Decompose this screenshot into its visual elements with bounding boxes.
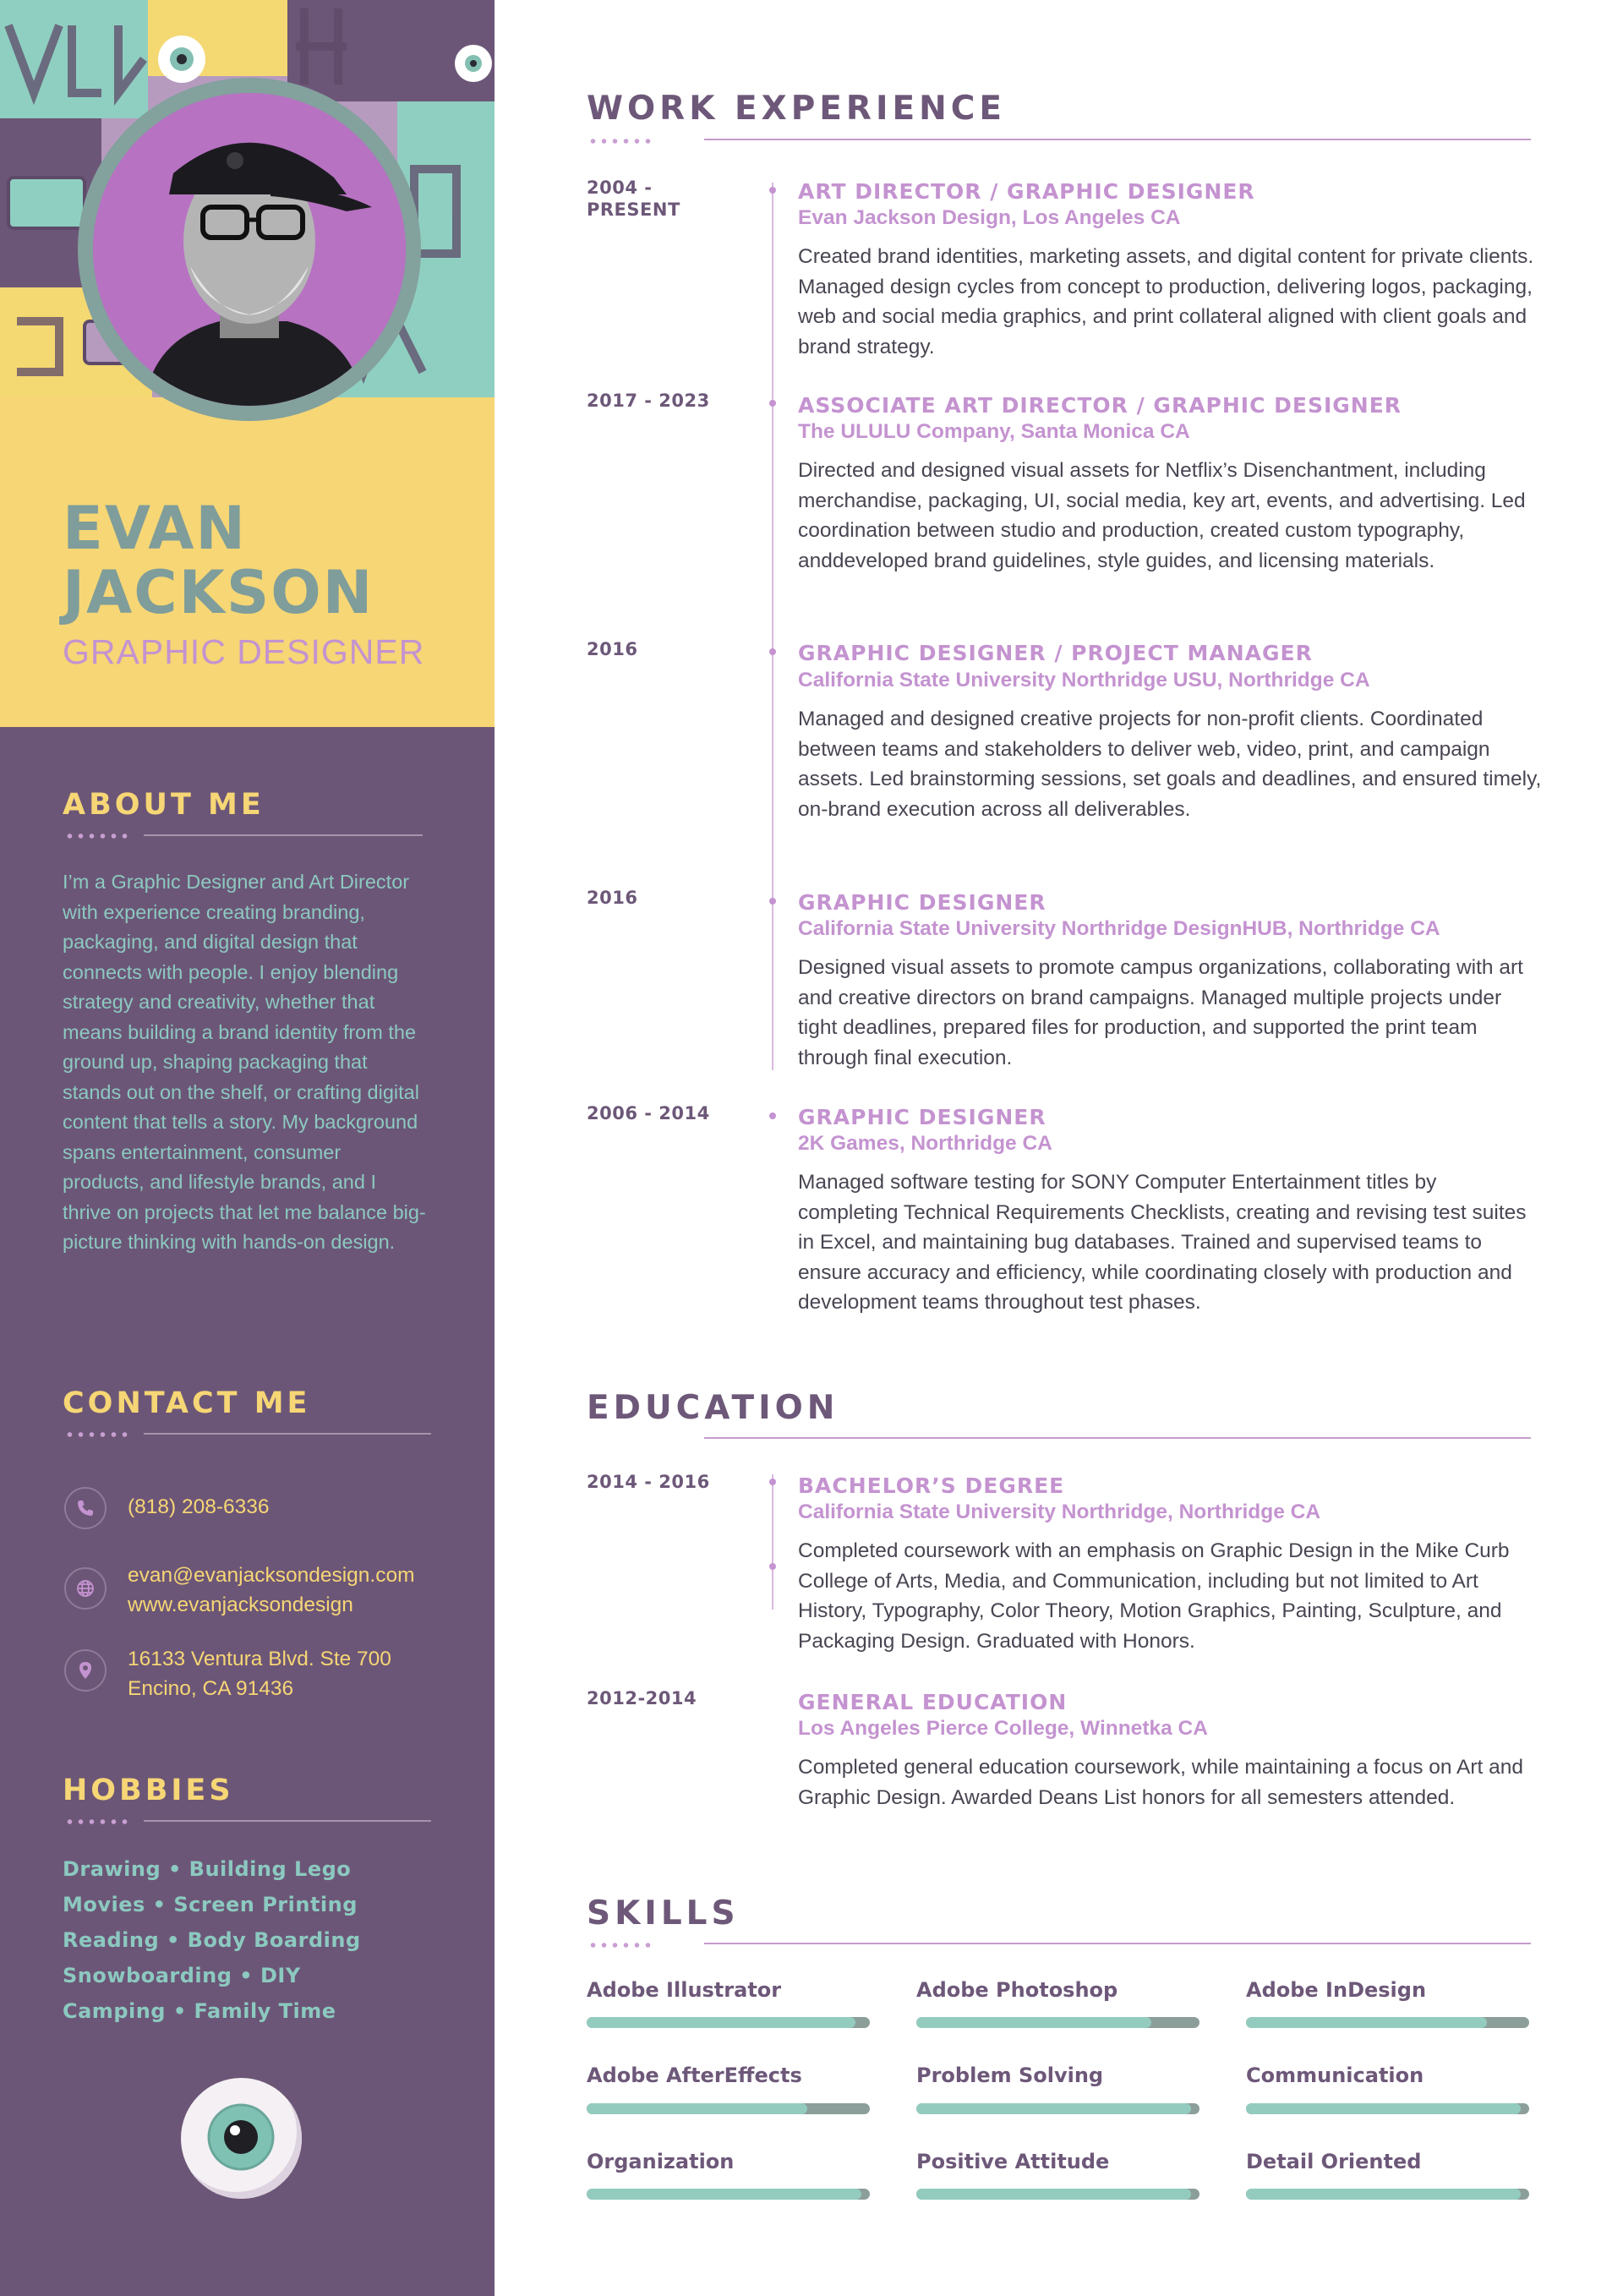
skills-heading: SKILLS: [587, 1894, 740, 1932]
education-rule: [704, 1437, 1531, 1439]
about-heading: ABOUT ME: [63, 788, 265, 822]
about-text: I’m a Graphic Designer and Art Director with experience creating branding, packaging, and digital design that connects with people. I enjoy blending strategy and creativity, whether that means building a brand identity from the ground up, shaping packaging that stands out on the shelf, or crafting digital content that tells a story. My background spans entertainment, consumer products, and lifestyle brands, and I thrive on projects that let me balance big-picture thinking with hands-on design.: [63, 871, 426, 1253]
job-organization: California State University Northridge USU, Northridge CA: [798, 669, 1370, 692]
education-date: 2012-2014: [587, 1688, 697, 1708]
job-date: 2016: [587, 639, 638, 659]
phone-number[interactable]: (818) 208-6336: [128, 1495, 270, 1518]
skill-bar-fill: [1246, 2103, 1521, 2114]
job-description: Managed software testing for SONY Computer Entertainment titles by completing Technical Requirements Checklists, creating and revising test suites in Excel, and maintaining bug databases. Trained and supervised teams to ensure accuracy and efficiency, while coordinating closely with production and development teams throughout test phases.: [798, 1171, 1527, 1314]
timeline-dot: [769, 648, 776, 655]
skill-bar-fill: [587, 2103, 807, 2114]
skill-bar-fill: [916, 2189, 1191, 2200]
job-date: 2017 - 2023: [587, 391, 710, 411]
skill-bar: [587, 2103, 870, 2114]
skill-bar-fill: [587, 2017, 855, 2028]
about-dots: [64, 834, 132, 839]
skill-label: Organization: [587, 2150, 735, 2173]
location-pin-icon: [64, 1649, 107, 1692]
skill-label: Positive Attitude: [916, 2150, 1110, 2173]
eyeball-logo: [181, 2078, 302, 2199]
job-title: GRAPHIC DESIGNER / PROJECT MANAGER: [798, 641, 1313, 665]
skill-bar: [1246, 2103, 1529, 2114]
job-description: Designed visual assets to promote campus organizations, collaborating with art and creative directors on brand campaigns. Managed multiple projects under tight deadlines, prepared files for production, and supported the print team through final execution.: [798, 956, 1523, 1069]
address-line-2: Encino, CA 91436: [128, 1677, 294, 1700]
contact-dots: [64, 1432, 132, 1437]
skill-bar-fill: [916, 2103, 1191, 2114]
job-organization: Evan Jackson Design, Los Angeles CA: [798, 206, 1181, 229]
hobby-line: Reading • Body Boarding: [63, 1928, 361, 1952]
education-title: GENERAL EDUCATION: [798, 1690, 1068, 1714]
work-rule: [704, 139, 1531, 140]
job-organization: 2K Games, Northridge CA: [798, 1132, 1052, 1155]
skill-bar-fill: [587, 2189, 861, 2200]
job-date: 2006 - 2014: [587, 1103, 710, 1123]
education-heading: EDUCATION: [587, 1389, 839, 1427]
skill-bar: [587, 2189, 870, 2200]
profile-photo: [93, 93, 406, 406]
hobbies-rule: [144, 1820, 431, 1822]
contact-rule: [144, 1433, 431, 1435]
skill-label: Adobe Illustrator: [587, 1978, 782, 2002]
job-description: Directed and designed visual assets for Netflix’s Disenchantment, including merchandise, packaging, UI, social media, key art, events, and advertising. Led coordination between studio and production, created custom typography, anddeveloped brand guidelines, style guides, and licensing materials.: [798, 459, 1526, 572]
skill-bar-fill: [916, 2017, 1151, 2028]
work-dots: [587, 139, 655, 144]
hobby-line: Movies • Screen Printing: [63, 1893, 358, 1916]
address-line-1: 16133 Ventura Blvd. Ste 700: [128, 1648, 391, 1670]
job-date-end: PRESENT: [587, 200, 680, 220]
job-role: GRAPHIC DESIGNER: [63, 632, 425, 671]
skill-label: Adobe AfterEffects: [587, 2064, 802, 2087]
job-title: ART DIRECTOR / GRAPHIC DESIGNER: [798, 179, 1255, 204]
timeline-dot: [769, 187, 776, 194]
job-description: Managed and designed creative projects for non-profit clients. Coordinated between teams and stakeholders to deliver web, video, print, and campaign assets. Led brainstorming sessions, set goals and deadlines, and ensured timely, on-brand execution across all deliverables.: [798, 708, 1542, 821]
first-name: EVAN: [63, 494, 247, 563]
skill-label: Adobe InDesign: [1246, 1978, 1427, 2002]
hobbies-heading: HOBBIES: [63, 1774, 234, 1807]
skill-label: Problem Solving: [916, 2064, 1104, 2087]
skill-bar: [916, 2189, 1199, 2200]
skill-bar: [1246, 2189, 1529, 2200]
skill-bar: [1246, 2017, 1529, 2028]
work-timeline: [772, 183, 773, 1070]
job-organization: The ULULU Company, Santa Monica CA: [798, 420, 1190, 443]
job-title: GRAPHIC DESIGNER: [798, 890, 1046, 915]
job-organization: California State University Northridge DesignHUB, Northridge CA: [798, 917, 1440, 940]
education-description: Completed coursework with an emphasis on Graphic Design in the Mike Curb College of Arts, Media, and Communication, including but not limited to Art History, Typography, Color Theory, Motion Graphics, Painting, Sculpture, and Packaging Design. Graduated with Honors.: [798, 1539, 1510, 1653]
skills-dots: [587, 1943, 655, 1948]
job-date: 2004 -: [587, 178, 653, 198]
about-rule: [144, 834, 423, 836]
hobby-line: Drawing • Building Lego: [63, 1857, 352, 1881]
hobby-line: Camping • Family Time: [63, 1999, 336, 2023]
hobby-line: Snowboarding • DIY: [63, 1964, 301, 1987]
work-heading: WORK EXPERIENCE: [587, 90, 1007, 128]
timeline-dot: [769, 400, 776, 407]
skill-label: Adobe Photoshop: [916, 1978, 1118, 2002]
globe-icon: [64, 1567, 107, 1610]
email-address[interactable]: evan@evanjacksondesign.com: [128, 1564, 415, 1587]
skill-bar-fill: [1246, 2017, 1487, 2028]
sidebar: [0, 0, 495, 2296]
contact-heading: CONTACT ME: [63, 1386, 311, 1420]
job-date: 2016: [587, 888, 638, 908]
skill-bar: [587, 2017, 870, 2028]
skill-label: Detail Oriented: [1246, 2150, 1422, 2173]
job-description: Created brand identities, marketing assets, and digital content for private clients. Managed design cycles from concept to production, delivering logos, packaging, web and social media graphics, and print collateral aligned with client goals and brand strategy.: [798, 245, 1534, 358]
hobbies-dots: [64, 1819, 132, 1824]
timeline-dot: [769, 1479, 776, 1485]
skills-rule: [704, 1943, 1531, 1944]
education-school: Los Angeles Pierce College, Winnetka CA: [798, 1717, 1208, 1740]
education-timeline: [772, 1474, 773, 1610]
education-title: BACHELOR’S DEGREE: [798, 1473, 1065, 1498]
job-title: ASSOCIATE ART DIRECTOR / GRAPHIC DESIGNER: [798, 393, 1402, 418]
skill-bar-fill: [1246, 2189, 1521, 2200]
job-title: GRAPHIC DESIGNER: [798, 1105, 1046, 1129]
timeline-dot: [769, 898, 776, 905]
education-date: 2014 - 2016: [587, 1472, 710, 1492]
hobbies-list: [63, 1851, 468, 2029]
education-school: California State University Northridge, Northridge CA: [798, 1501, 1321, 1523]
education-description: Completed general education coursework, while maintaining a focus on Art and Graphic Design. Awarded Deans List honors for all semesters attended.: [798, 1756, 1524, 1809]
skill-bar: [916, 2017, 1199, 2028]
skill-bar: [916, 2103, 1199, 2114]
timeline-dot: [769, 1563, 776, 1570]
last-name: JACKSON: [63, 558, 374, 627]
timeline-dot: [769, 1112, 776, 1119]
skill-label: Communication: [1246, 2064, 1424, 2087]
portrait-illustration: [93, 93, 406, 406]
website-link[interactable]: www.evanjacksondesign: [128, 1594, 353, 1616]
phone-icon: [64, 1487, 107, 1529]
